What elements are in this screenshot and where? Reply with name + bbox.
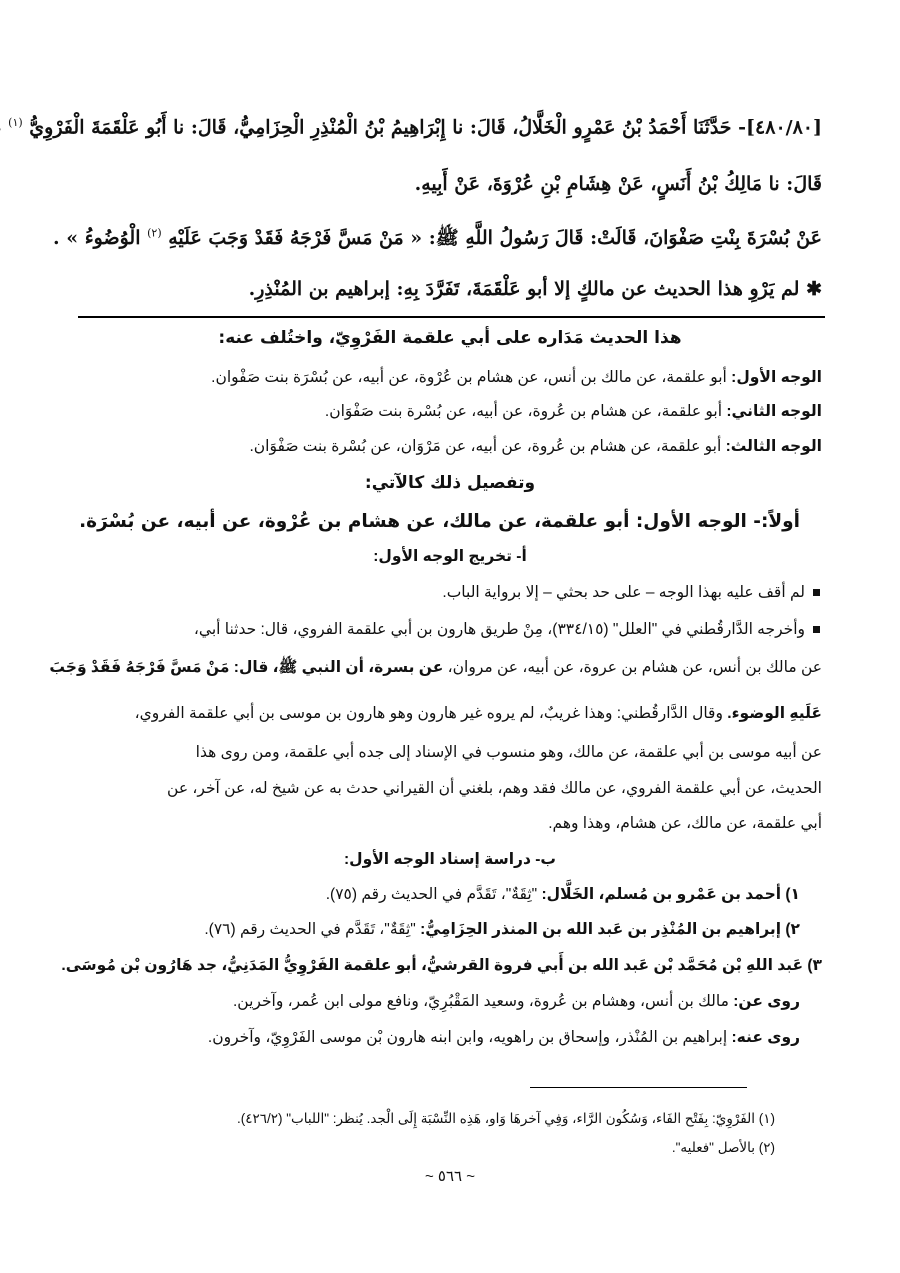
wajh-2-label: الوجه الثاني:: [726, 403, 822, 420]
footnote-2: (٢) بالأصل "فعليه".: [671, 1140, 775, 1155]
rawa-anhu: [0, 1028, 800, 1047]
subheading-a: أ- تخريج الوجه الأول:: [373, 548, 527, 565]
intro-heading: هذا الحديث مَدَاره على أبي علقمة الفَرْوِيّ، واختُلف عنه:: [218, 328, 682, 348]
section-divider: [78, 316, 825, 318]
narrator-2-name: ٢) إبراهيم بن المُنْذِر بن عَبد الله بن المنذر الحِزَامِيُّ:: [420, 921, 800, 938]
paragraph-line-4: الحديث، عن أبي علقمة الفروي، عن مالك فقد وهم، بلغني أن القيراني حدث به عن شيخ له، عن آخر، عن: [167, 780, 822, 797]
paragraph-line-3: عن أبيه موسى بن أبي علقمة، عن مالك، وهو منسوب في الإسناد إلى جده أبي علقمة، ومن روى هذا: [195, 744, 822, 761]
subheading-b: ب- دراسة إسناد الوجه الأول:: [344, 851, 556, 868]
hadith-note: ✱ لم يَرْوِ هذا الحديث عن مالكٍ إلا أبو عَلْقَمَةَ، تَفَرَّدَ بِهِ: إبراهيم بن المُنْذِرِ.: [248, 278, 822, 300]
hadith-line-2: قَالَ: نا مَالِكُ بْنُ أَنَسٍ، عَنْ هِشَامِ بْنِ عُرْوَةَ، عَنْ أَبِيهِ.: [414, 173, 822, 195]
wajh-3-text: أبو علقمة، عن هشام بن عُروة، عن أبيه، عن مَرْوَان، عن بُسْرة بنت صَفْوَان.: [249, 438, 722, 455]
hadith-matn: عَنْ بُسْرَةَ بِنْتِ صَفْوَانَ، قَالَتْ: قَالَ رَسُولُ اللَّهِ ﷺ: « مَنْ مَسَّ فَرْجَهُ فَقَدْ وَجَبَ عَلَيْهِ: [168, 227, 822, 249]
hadith-matn-end: الْوُضُوءُ » .: [52, 227, 141, 249]
rawa-anhu-text: إبراهيم بن المُنْذر، وإسحاق بن راهويه، وابن ابنه هارون بْن موسى الفَرْوِيّ، وآخرون.: [207, 1029, 728, 1046]
wajh-1-text: أبو علقمة، عن مالك بن أنس، عن هشام بن عُرْوة، عن أبيه، عن بُسْرَة بنت صَفْوان.: [211, 369, 727, 386]
narrator-3: ٣) عَبد اللهِ بْن مُحَمَّد بْن عَبد الله بن أَبي فروة القرشيُّ، أبو علقمة الفَرْوِيُّ المَدَنِيُّ، جد هَارُون بْن مُوسَى.: [61, 957, 822, 974]
section-1-chain: أبو علقمة، عن مالك، عن هشام بن عُرْوة، عن أبيه، عن بُسْرَة.: [79, 511, 630, 532]
wajh-2: [0, 402, 822, 421]
wajh-1-label: الوجه الأول:: [731, 369, 822, 386]
hadith-line-1: [0, 116, 822, 138]
p2-plain: وقال الدَّارقُطني: وهذا غريبٌ، لم يروه غير هارون وهو هارون بن موسى بن أبي علقمة الفروي،: [134, 705, 723, 722]
footnote-ref-2: (٢): [147, 226, 162, 240]
rawa-an-text: مالك بن أنس، وهشام بن عُروة، وسعيد المَقْبُرِيّ، ونافع مولى ابن عُمر، وآخرين.: [232, 993, 729, 1010]
narrator-1: [0, 885, 800, 904]
hadith-line-3: [0, 226, 822, 254]
rawa-anhu-label: روى عنه:: [731, 1029, 800, 1046]
footnote-ref-1: (١): [8, 116, 23, 129]
section-1-label: أولاً:- الوجه الأول:: [635, 511, 800, 532]
p1-plain: عن مالك بن أنس، عن هشام بن عروة، عن أبيه، عن مروان،: [447, 659, 822, 676]
footnote-divider: [530, 1087, 747, 1088]
rawa-an-label: روى عن:: [733, 993, 800, 1010]
bullet-marker: [813, 626, 820, 633]
bullet-item-1: [0, 583, 820, 602]
wajh-2-text: أبو علقمة، عن هشام بن عُروة، عن أبيه، عن بُسْرة بنت صَفْوَان.: [324, 403, 723, 420]
bullet-1-text: لم أقف عليه بهذا الوجه – على حد بحثي – إلا برواية الباب.: [442, 584, 805, 601]
paragraph-line-2: [0, 704, 822, 723]
narrator-2: [0, 920, 800, 939]
wajh-3: [0, 437, 822, 456]
hadith-line-1-end: [0, 116, 2, 138]
hadith-isnad-1: [٤٨٠/٨٠]- حَدَّثَنَا أَحْمَدُ بْنُ عَمْرٍو الْخَلَّالُ، قَالَ: نا إِبْرَاهِيمُ بْنُ الْمُنْذِرِ الْحِزَامِيُّ، قَالَ: نا أَبُو عَلْقَمَةَ الْفَرْوِيُّ: [29, 116, 822, 139]
bullet-item-2: [0, 620, 820, 639]
narrator-2-grade: "ثِقَةٌ"، تَقَدَّم في الحديث رقم (٧٦).: [204, 921, 416, 938]
section-1-heading: [0, 511, 800, 532]
paragraph-line-5: أبي علقمة، عن مالك، عن هشام، وهذا وهم.: [548, 815, 822, 832]
detail-heading: وتفصيل ذلك كالآتي:: [364, 473, 536, 493]
narrator-1-grade: "ثِقَةٌ"، تَقَدَّم في الحديث رقم (٧٥).: [325, 886, 538, 903]
footnote-1: (١) الفَرْوِيّ: بِفَتْح الفَاء، وَسُكُون الرَّاء، وَفِي آخرهَا وَاو، هَذِه النِّسْبَة إِلَى الْجد. يُنظر: "اللباب" (٤٢٦/٢).: [236, 1111, 775, 1126]
paragraph-line-1: [0, 657, 822, 680]
bullet-2-text: وأخرجه الدَّارقُطني في "العلل" (٣٣٤/١٥)، مِنْ طريق هارون بن أبي علقمة الفروي، قال: حدثنا أبي،: [193, 621, 805, 638]
narrator-1-name: ١) أحمد بن عَمْرو بن مُسلم، الخَلَّال:: [541, 886, 800, 903]
p1-bold: عن بسرة، أن النبي ﷺ، قال: مَنْ مَسَّ فَرْجَهُ فَقَدْ وَجَبَ: [49, 659, 444, 676]
bullet-marker: [813, 589, 820, 596]
rawa-an: [0, 992, 800, 1011]
wajh-3-label: الوجه الثالث:: [725, 438, 822, 455]
page-number: ~ ٥٦٦ ~: [424, 1168, 476, 1185]
p2-bold: عَلَيهِ الوضوء.: [727, 705, 822, 722]
wajh-1: [0, 368, 822, 387]
